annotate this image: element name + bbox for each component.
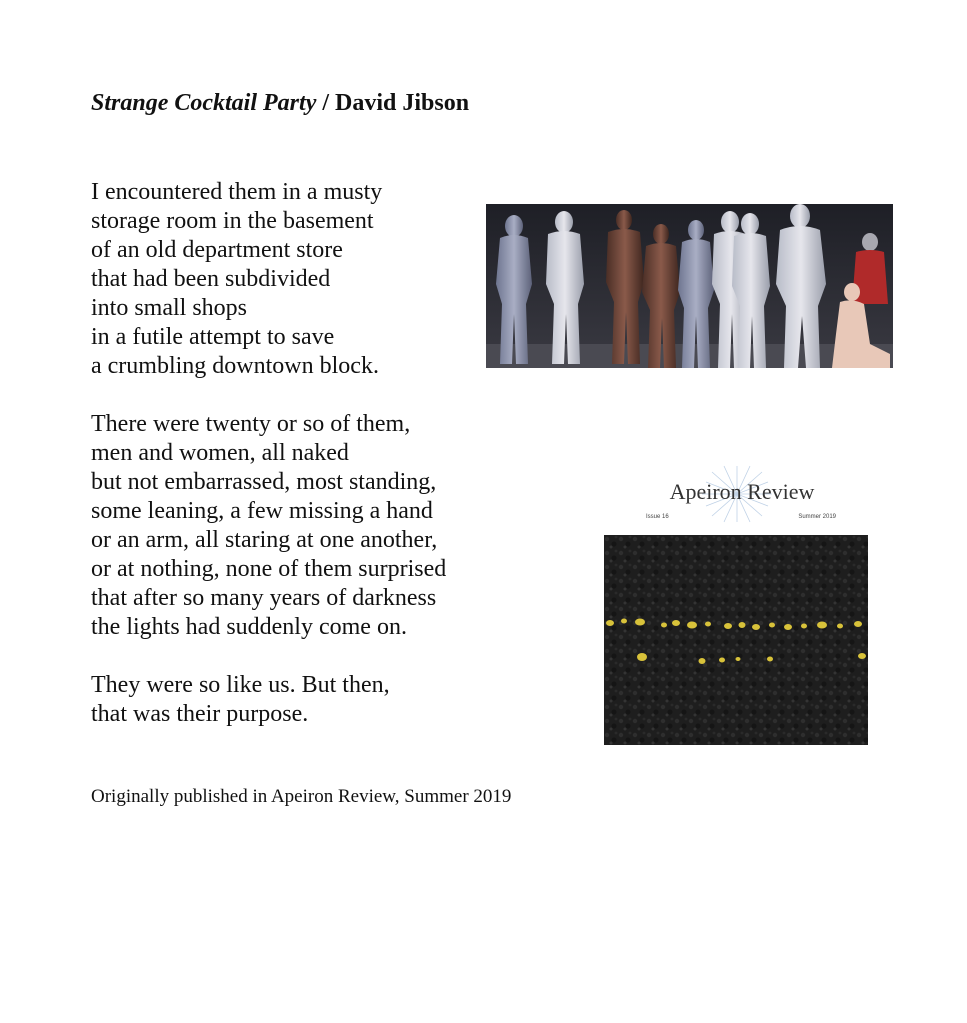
mannequins-photo <box>486 204 893 368</box>
poem-line: the lights had suddenly come on. <box>91 614 407 640</box>
poem-line: They were so like us. But then, <box>91 672 390 698</box>
poem-line: There were twenty or so of them, <box>91 411 411 437</box>
poem-title: Strange Cocktail Party <box>91 90 317 116</box>
poem-line: storage room in the basement <box>91 208 374 234</box>
cover-issue: Issue 16 <box>646 514 669 520</box>
stanza-2 <box>91 410 446 642</box>
poem-line: that was their purpose. <box>91 701 309 727</box>
poem-line: into small shops <box>91 295 248 321</box>
poem-line: I encountered them in a musty <box>91 179 383 205</box>
poem-line: or at nothing, none of them surprised <box>91 556 447 582</box>
poem-line: a crumbling downtown block. <box>91 353 379 379</box>
poem-line: that had been subdivided <box>91 266 331 292</box>
author-name: David Jibson <box>335 90 470 116</box>
poem-line: of an old department store <box>91 237 343 263</box>
poem-line: men and women, all naked <box>91 440 349 466</box>
asphalt-photo <box>604 535 868 745</box>
poem-body <box>91 178 446 758</box>
poem-line: in a futile attempt to save <box>91 324 335 350</box>
journal-cover <box>604 466 868 746</box>
stanza-1 <box>91 178 446 381</box>
stanza-3 <box>91 671 446 729</box>
page-title <box>91 90 469 117</box>
poem-line: that after so many years of darkness <box>91 585 437 611</box>
publication-credit: Originally published in Apeiron Review, Summer 2019 <box>91 786 512 807</box>
poem-line: but not embarrassed, most standing, <box>91 469 437 495</box>
poem-line: or an arm, all staring at one another, <box>91 527 438 553</box>
cover-season: Summer 2019 <box>798 514 836 520</box>
poem-line: some leaning, a few missing a hand <box>91 498 433 524</box>
cover-title: Apeiron Review <box>669 479 815 504</box>
title-separator: / <box>316 90 336 116</box>
